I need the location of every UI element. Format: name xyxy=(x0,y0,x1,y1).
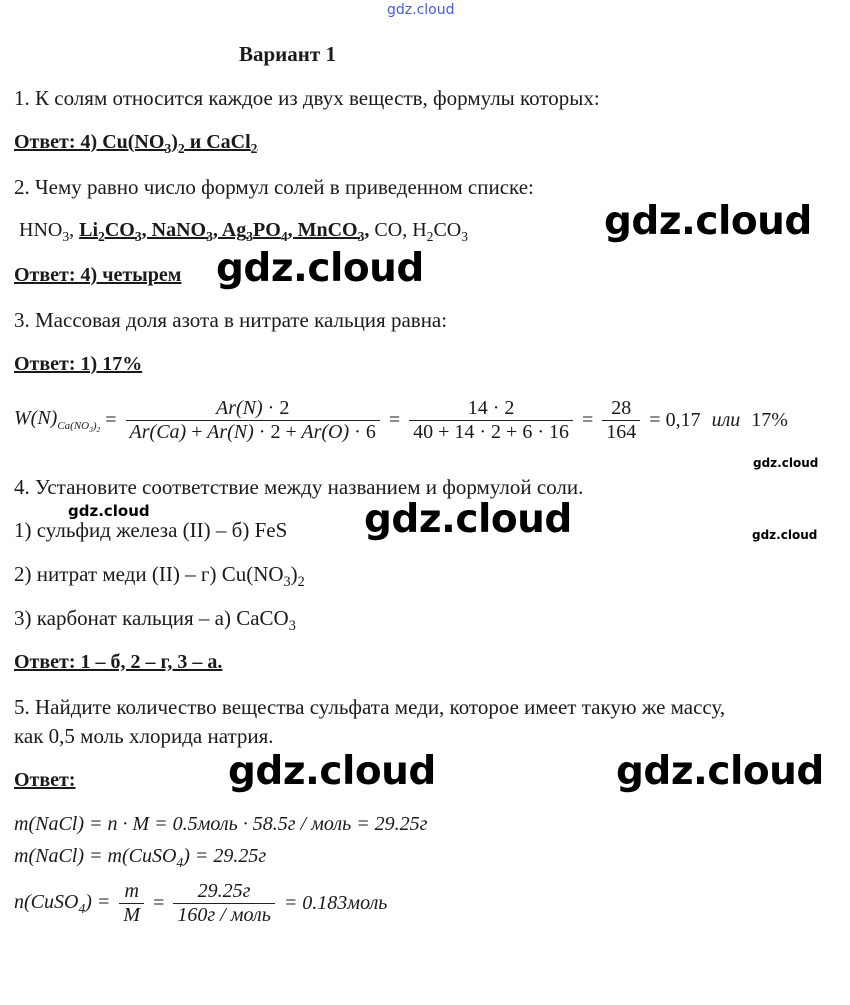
answer-2: Ответ: 4) четырем xyxy=(14,264,182,286)
mass-fraction-formula: $W(N)_{Ca(NO_3)_2}$ = $\frac{Ar(N) \cdot 2}{Ar(Ca) + Ar(N) \cdot 2 + Ar(O) \cdot 6}$ = $\frac{14 \cdot 2}{40 + 14 \cdot 2 + 6 \cdot 16}$ = $\frac{28}{164}$ = 0,17 или 17% xyxy=(14,397,788,443)
question-3: 3. Массовая доля азота в нитрате кальция равна: xyxy=(14,308,448,332)
equation-3: n(CuSO$_4$) = $\frac{m}{M}$ = $\frac{29.25г}{\text{160г / моль}}$ = 0.183моль xyxy=(14,880,388,926)
answer-4: Ответ: 1 – б, 2 – г, 3 – а. xyxy=(14,651,223,673)
formula-list: $HNO_3$, $Li_2CO_3$, NaNO$_3$, $Ag_3PO_4$, MnCO$_3$, CO, $H_2CO_3$ xyxy=(19,219,469,244)
watermark-small-1: gdz.cloud xyxy=(753,456,819,470)
watermark-top: gdz.cloud xyxy=(387,2,455,18)
question-4: 4. Установите соответствие между названием и формулой соли. xyxy=(14,475,584,499)
watermark-small-2: gdz.cloud xyxy=(68,502,150,520)
question-1: 1. К солям относится каждое из двух веществ, формулы которых: xyxy=(14,86,600,110)
question-2: 2. Чему равно число формул солей в приведенном списке: xyxy=(14,175,534,199)
watermark-small-3: gdz.cloud xyxy=(752,528,818,542)
question-5-line-2: как 0,5 моль хлорида натрия. xyxy=(14,724,274,748)
answer-3: Ответ: 1) 17% xyxy=(14,353,143,375)
page-title: Вариант 1 xyxy=(239,42,336,66)
match-item-3: 3) карбонат кальция – а) CaCO$_3$ xyxy=(14,606,296,635)
question-5-line-1: 5. Найдите количество вещества сульфата меди, которое имеет такую же массу, xyxy=(14,695,726,719)
watermark-big-1: gdz.cloud xyxy=(604,199,812,244)
answer-1: Ответ: 4) $Cu(NO_3)_2$ и CaCl$_2$ xyxy=(14,131,258,156)
watermark-big-5: gdz.cloud xyxy=(616,749,824,794)
match-item-1: 1) сульфид железа (II) – б) FeS xyxy=(14,518,288,542)
match-item-2: 2) нитрат меди (II) – г) $Cu(NO_3)_2$ xyxy=(14,562,305,591)
watermark-big-4: gdz.cloud xyxy=(228,749,436,794)
answer-5: Ответ: xyxy=(14,769,76,791)
watermark-big-2: gdz.cloud xyxy=(216,246,424,291)
watermark-big-3: gdz.cloud xyxy=(364,497,572,542)
equation-2: m(NaCl) = m(CuSO$_4$) = 29.25г xyxy=(14,845,267,870)
equation-1: m(NaCl) = n · M = 0.5моль · 58.5г / моль = 29.25г xyxy=(14,813,428,835)
